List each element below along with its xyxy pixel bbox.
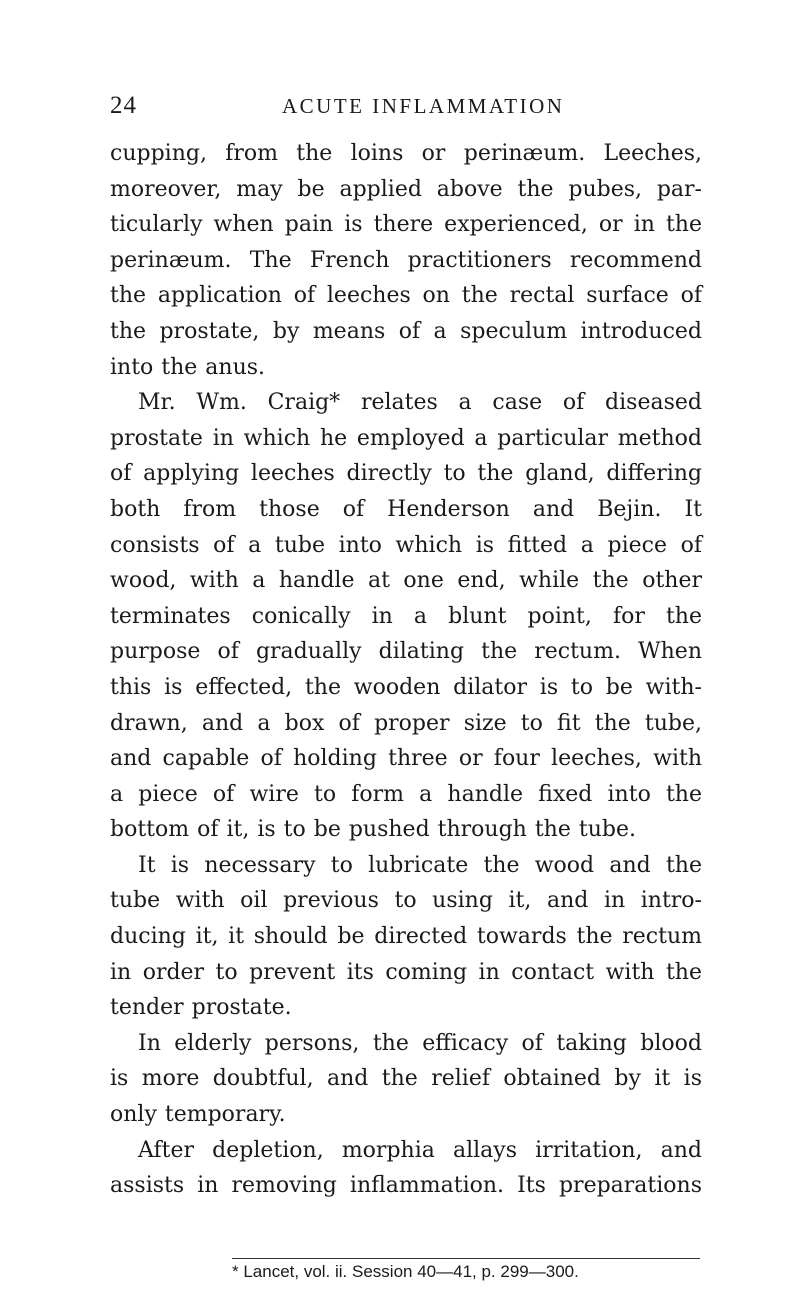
text-line: In elderly persons, the efficacy of taking blood (138, 1030, 702, 1056)
text-line: of applying leeches directly to the gland, differing (110, 461, 702, 487)
text-line: After depletion, morphia allays irritation, and (138, 1137, 702, 1163)
text-line: tube with oil previous to using it, and in intro- (110, 888, 702, 914)
page-number: 24 (110, 92, 137, 119)
text-line: moreover, may be applied above the pubes, par- (110, 176, 702, 202)
page-header (110, 92, 710, 126)
text-line: drawn, and a box of proper size to fit the tube, (110, 710, 702, 736)
text-line: wood, with a handle at one end, while the other (110, 568, 702, 594)
text-line: ticularly when pain is there experienced, or in the (110, 212, 702, 238)
text-line: only temporary. (110, 1102, 286, 1128)
text-line: tender prostate. (110, 995, 292, 1021)
text-line: and capable of holding three or four leeches, with (110, 746, 702, 772)
running-head: ACUTE INFLAMMATION (282, 94, 565, 118)
text-line: assists in removing inflammation. Its preparations (110, 1173, 702, 1199)
text-line: bottom of it, is to be pushed through the tube. (110, 817, 636, 843)
text-line: perinæum. The French practitioners recommend (110, 247, 702, 273)
text-line: It is necessary to lubricate the wood and the (138, 852, 702, 878)
body-text (110, 136, 702, 1204)
text-line: this is effected, the wooden dilator is to be with- (110, 674, 702, 700)
text-line: purpose of gradually dilating the rectum. When (110, 639, 702, 665)
text-line: into the anus. (110, 354, 266, 380)
footnote: * Lancet, vol. ii. Session 40—41, p. 299—300. (232, 1262, 579, 1281)
text-line: terminates conically in a blunt point, for the (110, 603, 702, 629)
text-line: ducing it, it should be directed towards the rectum (110, 924, 702, 950)
text-line: Mr. Wm. Craig* relates a case of diseased (138, 390, 702, 416)
text-line: both from those of Henderson and Bejin. It (110, 496, 702, 522)
text-line: in order to prevent its coming in contact with the (110, 959, 702, 985)
footnote-divider (232, 1258, 700, 1259)
text-line: prostate in which he employed a particular method (110, 425, 702, 451)
text-line: consists of a tube into which is fitted a piece of (110, 532, 702, 558)
text-line: is more doubtful, and the relief obtained by it is (110, 1066, 702, 1092)
text-line: cupping, from the loins or perinæum. Leeches, (110, 141, 702, 166)
text-line: a piece of wire to form a handle fixed into the (110, 781, 702, 807)
text-line: the application of leeches on the rectal surface of (110, 283, 702, 309)
text-line: the prostate, by means of a speculum introduced (110, 318, 702, 344)
